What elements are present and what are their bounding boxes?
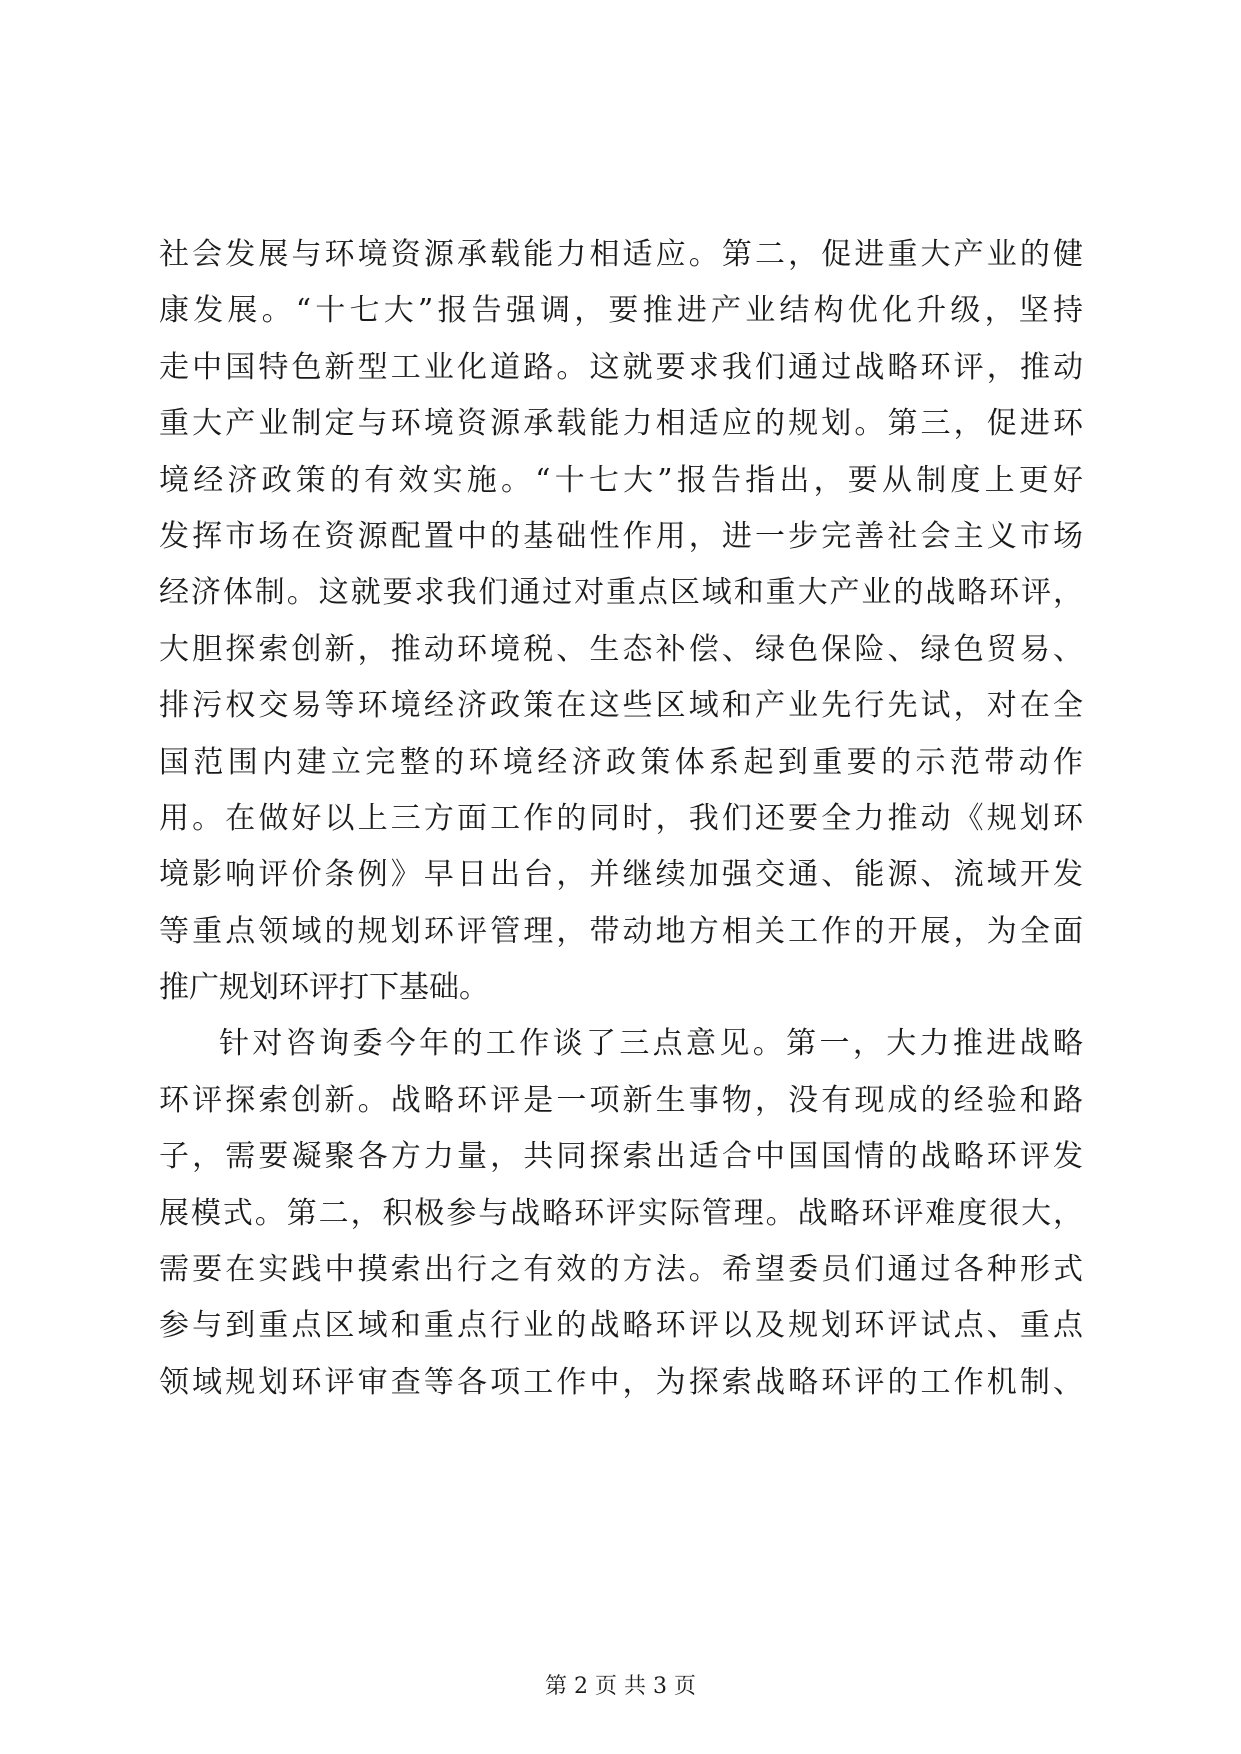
text-line: 经济体制。这就要求我们通过对重点区域和重大产业的战略环评， — [159, 575, 1083, 611]
text-line: 排污权交易等环境经济政策在这些区域和产业先行先试，对在全 — [159, 688, 1083, 724]
text-line: 境影响评价条例》早日出台，并继续加强交通、能源、流域开发 — [159, 857, 1083, 893]
text-line: 需要在实践中摸索出行之有效的方法。希望委员们通过各种形式 — [159, 1252, 1083, 1288]
text-line: 发挥市场在资源配置中的基础性作用，进一步完善社会主义市场 — [159, 518, 1083, 554]
text-line: 用。在做好以上三方面工作的同时，我们还要全力推动《规划环 — [159, 800, 1083, 836]
text-line: 推广规划环评打下基础。 — [159, 970, 489, 1006]
text-line: 针对咨询委今年的工作谈了三点意见。第一，大力推进战略 — [219, 1026, 1083, 1062]
text-line: 康发展。“十七大”报告强调，要推进产业结构优化升级，坚持 — [159, 293, 1083, 329]
text-line: 社会发展与环境资源承载能力相适应。第二，促进重大产业的健 — [159, 237, 1083, 272]
text-line: 等重点领域的规划环评管理，带动地方相关工作的开展，为全面 — [159, 913, 1083, 949]
body-text — [159, 227, 1083, 1411]
text-line: 参与到重点区域和重点行业的战略环评以及规划环评试点、重点 — [159, 1308, 1083, 1344]
text-line: 国范围内建立完整的环境经济政策体系起到重要的示范带动作 — [159, 744, 1083, 780]
text-line: 展模式。第二，积极参与战略环评实际管理。战略环评难度很大， — [159, 1195, 1083, 1231]
text-line: 境经济政策的有效实施。“十七大”报告指出，要从制度上更好 — [159, 462, 1083, 498]
text-line: 走中国特色新型工业化道路。这就要求我们通过战略环评，推动 — [159, 349, 1083, 385]
text-line: 领域规划环评审查等各项工作中，为探索战略环评的工作机制、 — [159, 1364, 1083, 1400]
text-line: 重大产业制定与环境资源承载能力相适应的规划。第三，促进环 — [159, 406, 1083, 442]
text-line: 子，需要凝聚各方力量，共同探索出适合中国国情的战略环评发 — [159, 1139, 1083, 1175]
page-number-footer: 第 2 页 共 3 页 — [545, 1674, 696, 1699]
text-line: 环评探索创新。战略环评是一项新生事物，没有现成的经验和路 — [159, 1082, 1083, 1118]
text-line: 大胆探索创新，推动环境税、生态补偿、绿色保险、绿色贸易、 — [159, 631, 1083, 667]
